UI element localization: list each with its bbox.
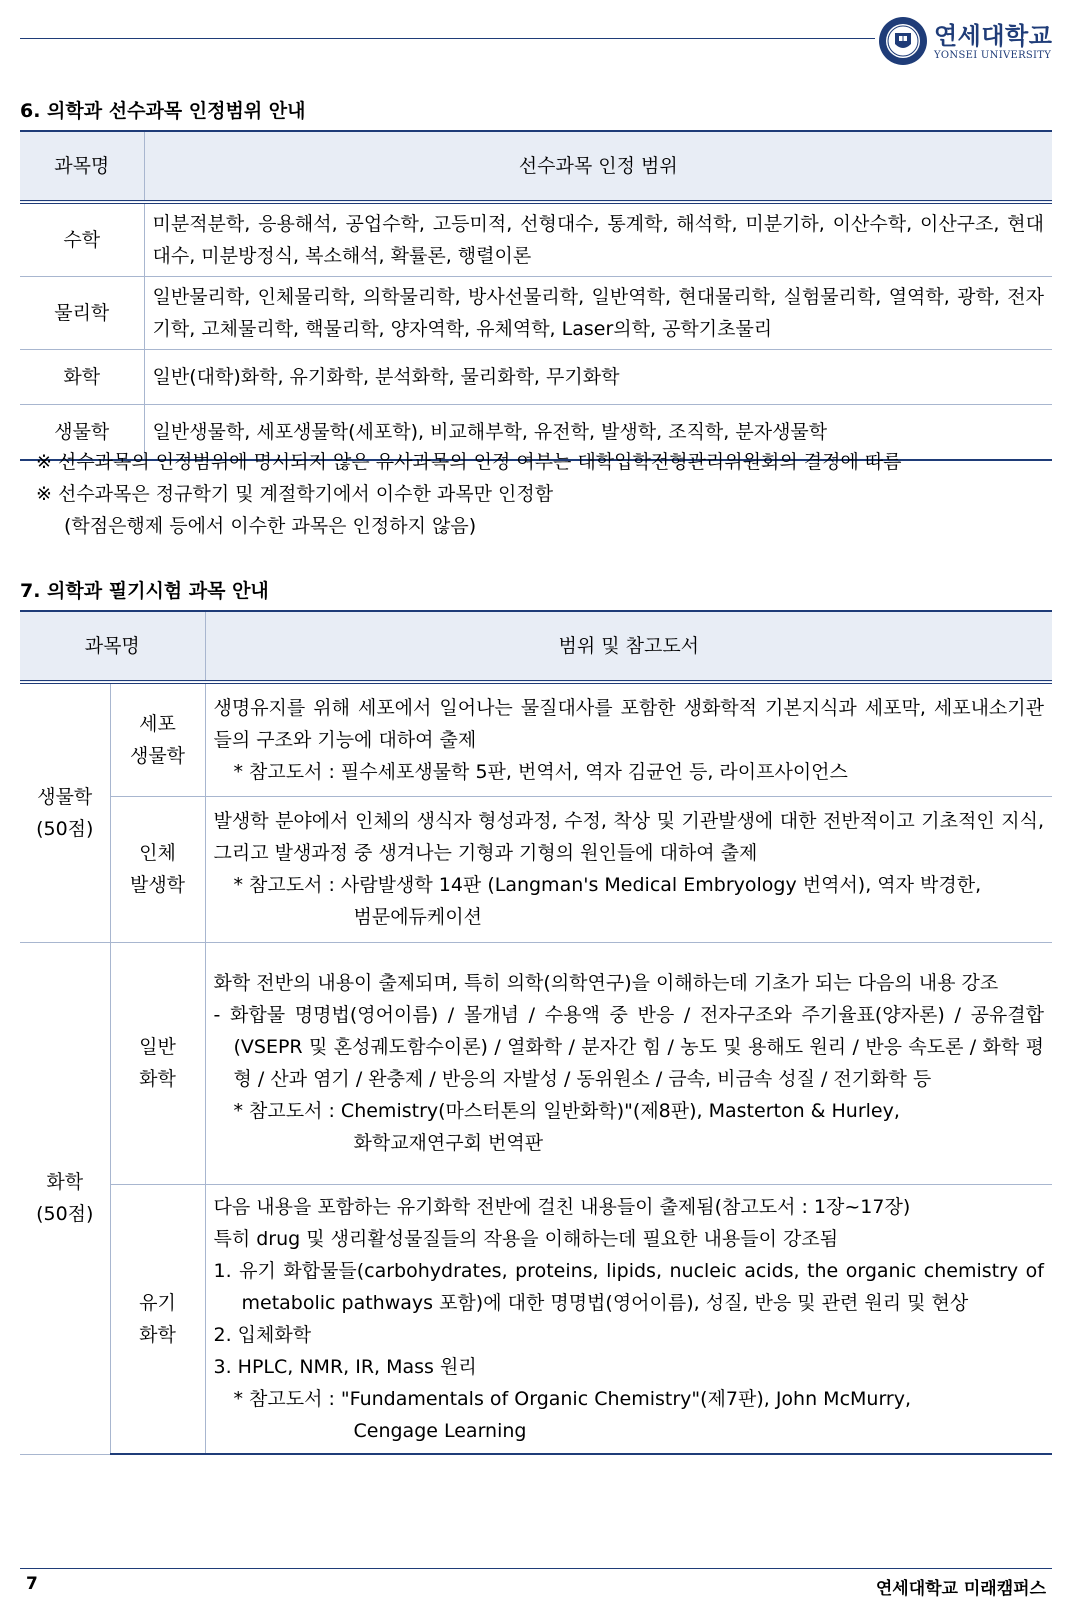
description-text: 특히 drug 및 생리활성물질들의 작용을 이해하는데 필요한 내용들이 강조됨 [213, 1227, 839, 1250]
prereq-range: 일반(대학)화학, 유기화학, 분석화학, 물리화학, 무기화학 [144, 350, 1052, 405]
prerequisite-notes [36, 446, 902, 542]
table-row [20, 277, 1052, 350]
group-biology [20, 682, 110, 942]
subject-name-line: 생물학 [129, 744, 186, 767]
group-points: (50점) [36, 1203, 94, 1225]
logo-english-name: YONSEI UNIVERSITY [934, 49, 1052, 61]
prereq-header-range: 선수과목 인정 범위 [144, 131, 1052, 202]
table-row [20, 350, 1052, 405]
prereq-subject: 수학 [20, 202, 144, 277]
description-text: 다음 내용을 포함하는 유기화학 전반에 걸친 내용들이 출제됨(참고도서 : 1장~17장) [213, 1195, 911, 1218]
reference-publisher: 화학교재연구회 번역판 [353, 1132, 544, 1154]
table-row [20, 942, 1052, 1184]
note-item: (학점은행제 등에서 이수한 과목은 인정하지 않음) [64, 515, 477, 537]
university-logo [878, 16, 1052, 66]
subject-description [205, 682, 1052, 796]
prereq-subject: 물리학 [20, 277, 144, 350]
table-row [20, 1184, 1052, 1454]
footer-rule [20, 1568, 1052, 1569]
logo-korean-name: 연세대학교 [934, 21, 1053, 50]
numbered-item: 3. HPLC, NMR, IR, Mass 원리 [213, 1355, 477, 1378]
footer-campus-name: 연세대학교 미래캠퍼스 [875, 1579, 1046, 1599]
subject-description [205, 1184, 1052, 1454]
note-item: ※ 선수과목은 정규학기 및 계절학기에서 이수한 과목만 인정함 [36, 483, 554, 505]
subject-name-line: 유기 [139, 1291, 176, 1314]
table-row [20, 796, 1052, 942]
subject-description [205, 796, 1052, 942]
prereq-subject: 화학 [20, 350, 144, 405]
page-number: 7 [26, 1574, 38, 1594]
subject-name-line: 발생학 [129, 874, 186, 896]
description-text: 발생학 분야에서 인체의 생식자 형성과정, 수정, 착상 및 기관발생에 대한 전반적이고 기초적인 지식, 그리고 발생과정 중 생겨나는 기형과 기형의 원인들에 대하여 출제 [213, 810, 1044, 864]
subject-name-line: 세포 [139, 712, 176, 735]
subject-name-line: 화학 [139, 1068, 176, 1090]
subject-cell-biology [110, 682, 205, 796]
reference-book: * 참고도서 : "Fundamentals of Organic Chemistry"(제7판), John McMurry, [233, 1387, 912, 1410]
prereq-subject: 생물학 [20, 405, 144, 460]
reference-publisher: Cengage Learning [353, 1419, 527, 1442]
subject-organic-chemistry [110, 1184, 205, 1454]
group-name: 생물학 [37, 785, 93, 808]
numbered-item: 2. 입체화학 [213, 1323, 312, 1346]
group-chemistry [20, 942, 110, 1454]
prereq-range: 미분적분학, 응용해석, 공업수학, 고등미적, 선형대수, 통계학, 해석학, 미분기하, 이산수학, 이산구조, 현대대수, 미분방정식, 복소해석, 확률론, 행렬이론 [144, 202, 1052, 277]
table-row [20, 682, 1052, 796]
prereq-header-subject: 과목명 [20, 131, 144, 202]
section6-title: 6. 의학과 선수과목 인정범위 안내 [20, 100, 306, 122]
group-points: (50점) [36, 817, 94, 840]
reference-book: * 참고도서 : Chemistry(마스터톤의 일반화학)"(제8판), Masterton & Hurley, [233, 1100, 900, 1122]
description-text: 화학 전반의 내용이 출제되며, 특히 의학(의학연구)을 이해하는데 기초가 되는 다음의 내용 강조 [213, 972, 999, 994]
prereq-range: 일반물리학, 인체물리학, 의학물리학, 방사선물리학, 일반역학, 현대물리학, 실험물리학, 열역학, 광학, 전자기학, 고체물리학, 핵물리학, 양자역학, 유체역학, Laser의학, 공학기초물리 [144, 277, 1052, 350]
table-row [20, 202, 1052, 277]
written-exam-table [20, 610, 1052, 1455]
subject-name-line: 일반 [139, 1036, 176, 1058]
exam-header-subject: 과목명 [20, 611, 205, 682]
topic-list: - 화합물 명명법(영어이름) / 몰개념 / 수용액 중 반응 / 전자구조와 주기율표(양자론) / 공유결합(VSEPR 및 혼성궤도함수이론) / 열화학 / 분자간 힘 / 농도 및 용해도 원리 / 반응 속도론 / 화학 평형 / 산과 염기 / 완충제 / 반응의 자발성 / 동위원소 / 금속, 비금속 성질 / 전기화학 등 [213, 1004, 1044, 1090]
numbered-item: 1. 유기 화합물들(carbohydrates, proteins, lipids, nucleic acids, the organic chemistry of metabolic pathways 포함)에 대한 명명법(영어이름), 성질, 반응 및 관련 원리 및 현상 [213, 1259, 1044, 1314]
subject-general-chemistry [110, 942, 205, 1184]
exam-header-range: 범위 및 참고도서 [205, 611, 1052, 682]
subject-description [205, 942, 1052, 1184]
group-name: 화학 [46, 1171, 84, 1193]
subject-human-embryology [110, 796, 205, 942]
subject-name-line: 인체 [139, 842, 176, 864]
reference-book: * 참고도서 : 사람발생학 14판 (Langman's Medical Embryology 번역서), 역자 박경한, [233, 874, 982, 896]
section7-title: 7. 의학과 필기시험 과목 안내 [20, 580, 269, 602]
reference-publisher: 범문에듀케이션 [353, 906, 482, 928]
description-text: 생명유지를 위해 세포에서 일어나는 물질대사를 포함한 생화학적 기본지식과 세포막, 세포내소기관들의 구조와 기능에 대하여 출제 [213, 696, 1044, 751]
reference-book: * 참고도서 : 필수세포생물학 5판, 번역서, 역자 김균언 등, 라이프사이언스 [233, 760, 848, 783]
prereq-range: 일반생물학, 세포생물학(세포학), 비교해부학, 유전학, 발생학, 조직학, 분자생물학 [144, 405, 1052, 460]
prerequisite-table [20, 130, 1052, 461]
subject-name-line: 화학 [139, 1323, 176, 1346]
yonsei-seal-icon [878, 16, 928, 66]
note-item: ※ 선수과목의 인정범위에 명시되지 않은 유사과목의 인정 여부는 대학입학전형관리위원회의 결정에 따름 [36, 451, 902, 473]
header-rule [20, 38, 875, 39]
